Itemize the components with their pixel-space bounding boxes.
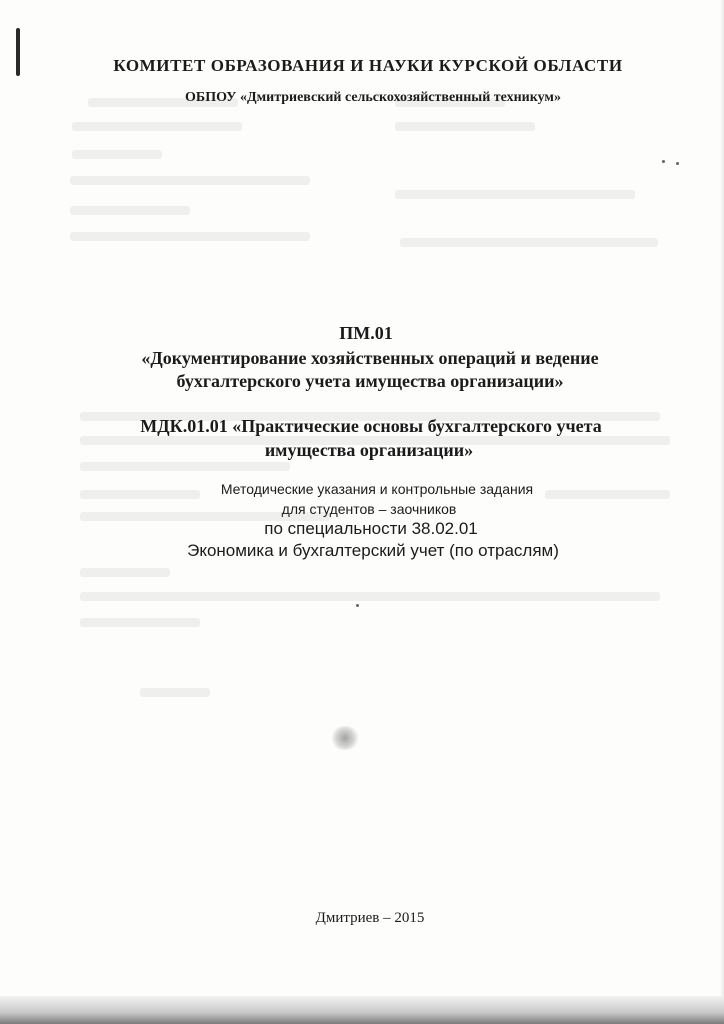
module-code: ПМ.01 bbox=[339, 323, 393, 343]
scan-speck bbox=[676, 162, 679, 165]
specialty-code: по специальности 38.02.01 bbox=[264, 519, 478, 538]
module-title-line-1: «Документирование хозяйственных операций и ведение bbox=[141, 348, 599, 368]
course-title-line-2: имущества организации» bbox=[264, 440, 474, 460]
specialty-name: Экономика и бухгалтерский учет (по отраслям) bbox=[187, 541, 559, 560]
course-title-line-1: МДК.01.01 «Практические основы бухгалтерского учета bbox=[140, 416, 602, 436]
scan-smudge bbox=[330, 726, 360, 750]
scan-speck bbox=[662, 160, 665, 163]
scan-bottom-edge bbox=[0, 996, 724, 1024]
document-description: Методические указания и контрольные задания bbox=[220, 481, 534, 497]
scan-speck bbox=[356, 604, 359, 607]
target-audience: для студентов – заочников bbox=[281, 501, 457, 517]
module-title-line-2: бухгалтерского учета имущества организации» bbox=[176, 371, 564, 391]
committee-heading: КОМИТЕТ ОБРАЗОВАНИЯ И НАУКИ КУРСКОЙ ОБЛАСТИ bbox=[113, 56, 623, 75]
place-and-year: Дмитриев – 2015 bbox=[315, 910, 425, 926]
institution-name: ОБПОУ «Дмитриевский сельскохозяйственный техникум» bbox=[185, 90, 561, 105]
